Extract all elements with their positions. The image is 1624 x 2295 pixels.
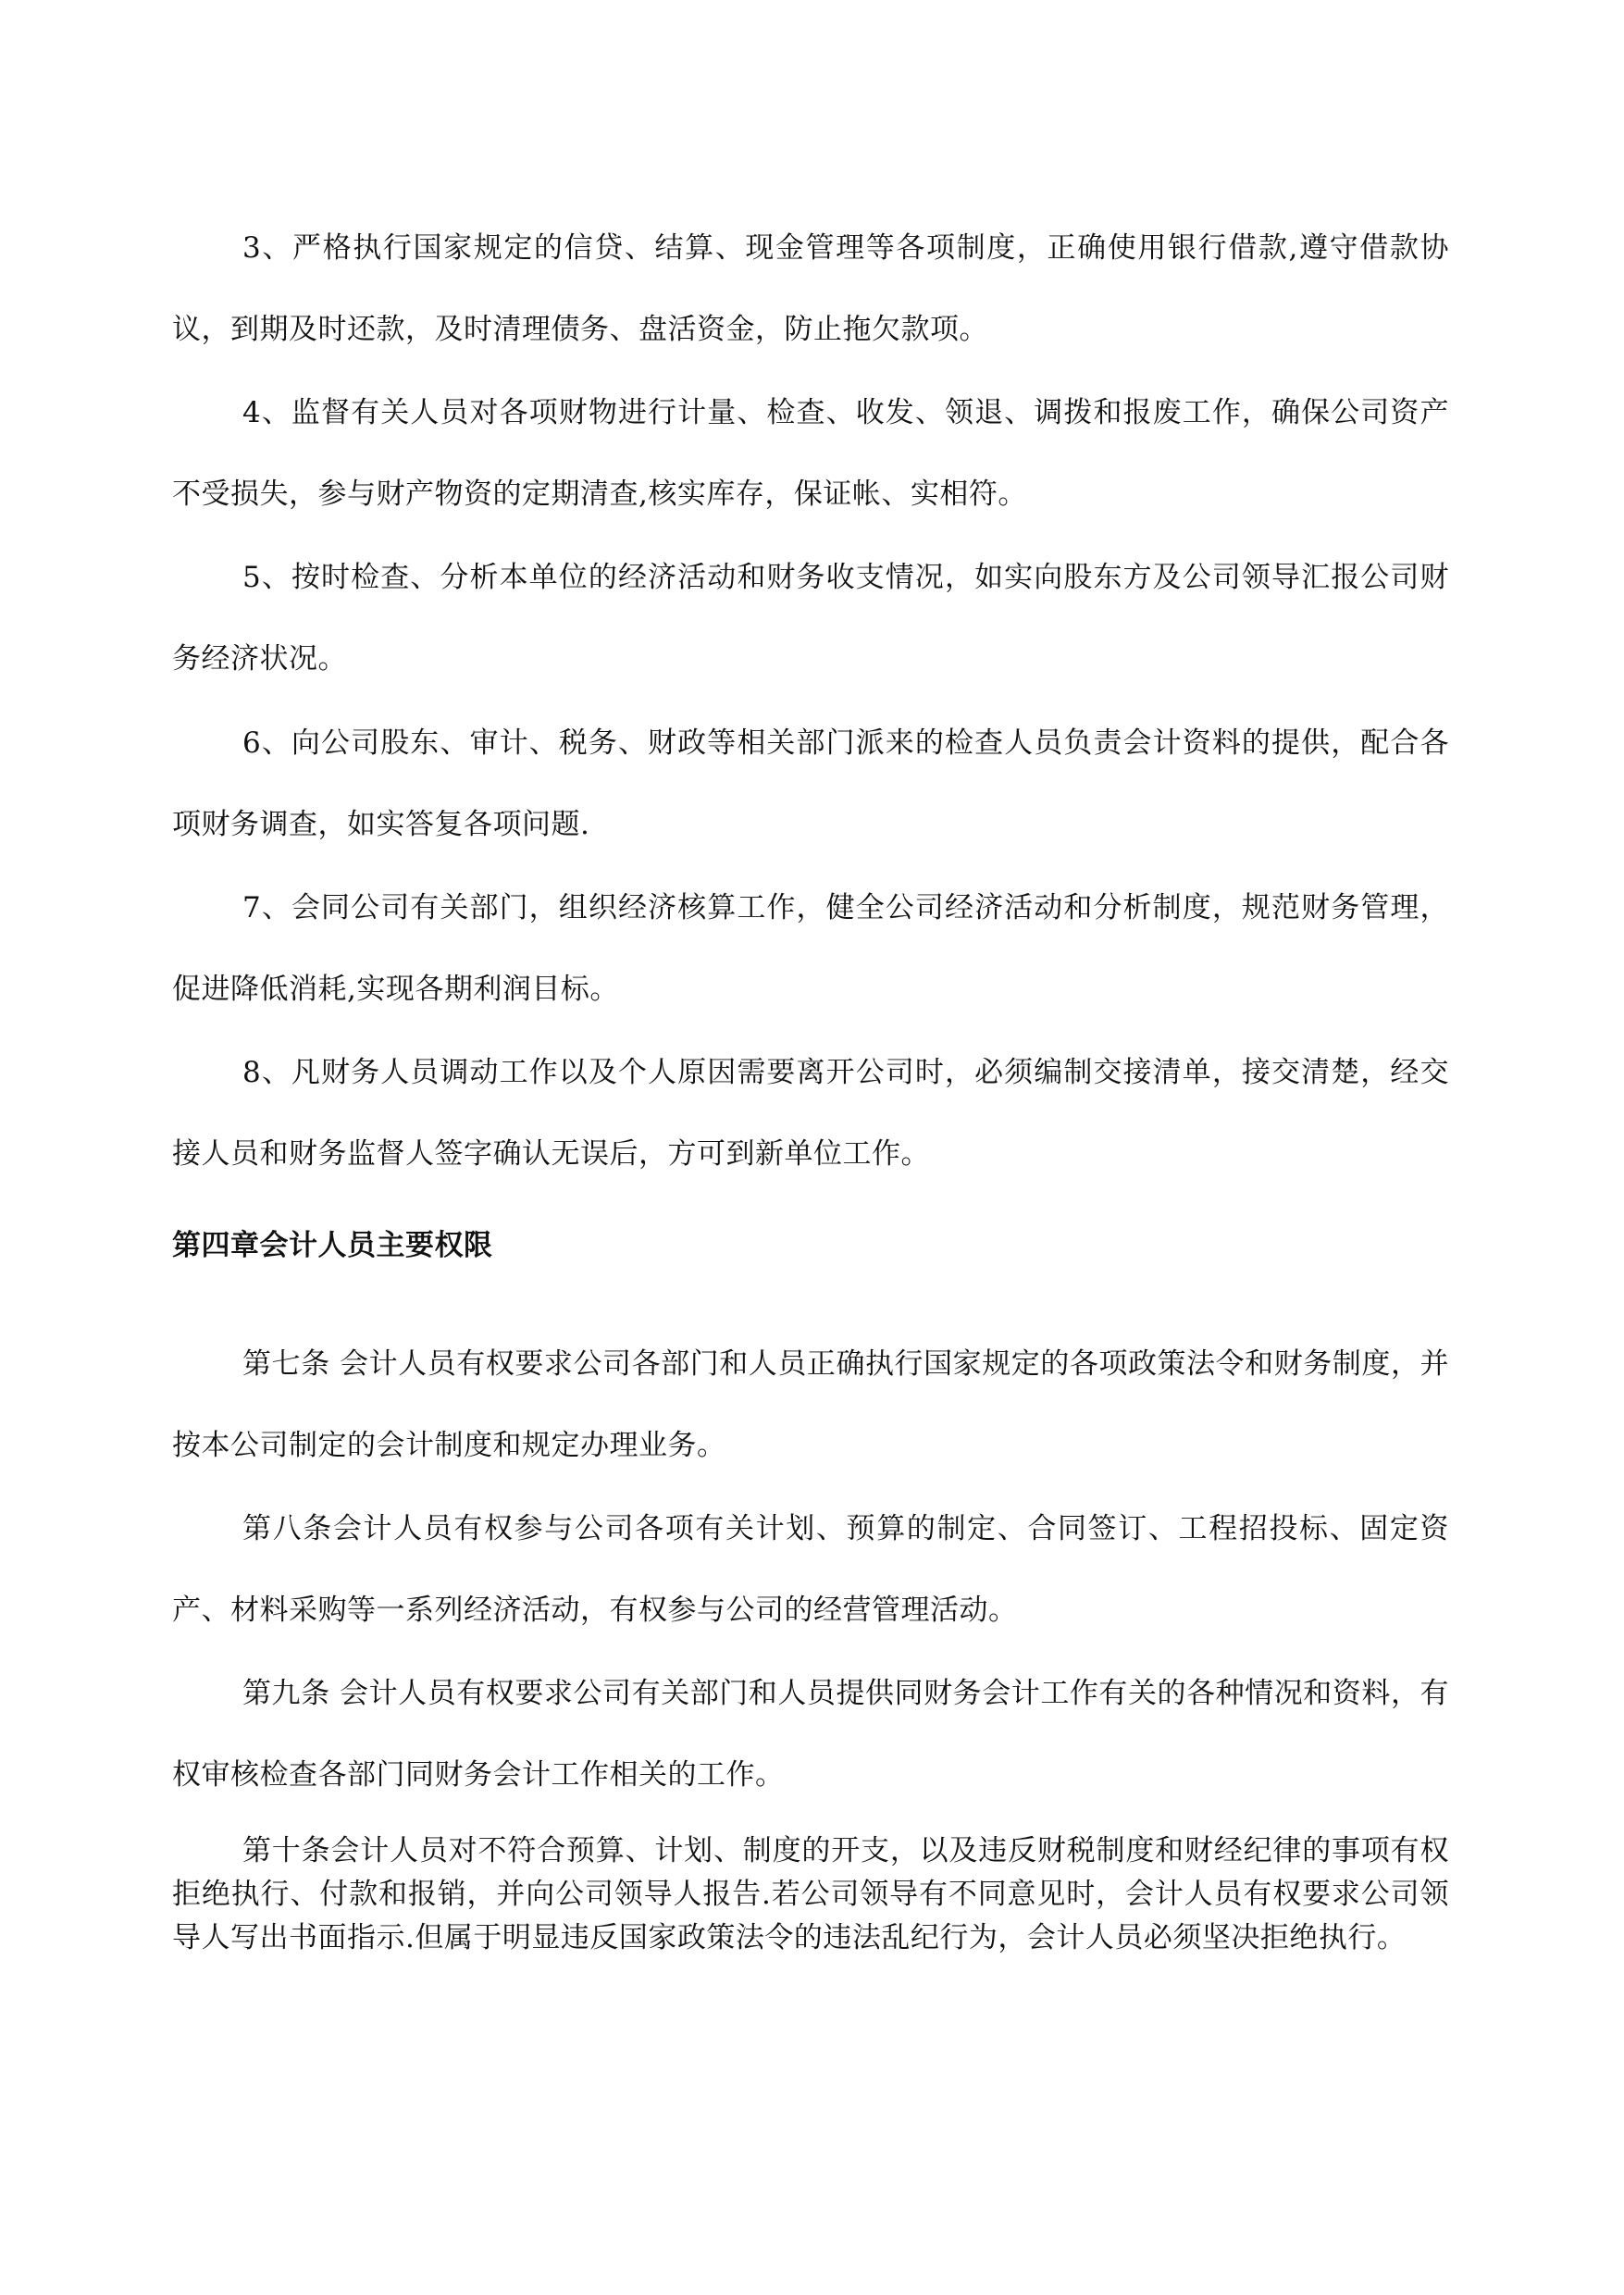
article-7: 第七条 会计人员有权要求公司各部门和人员正确执行国家规定的各项政策法令和财务制度，并按本公司制定的会计制度和规定办理业务。	[172, 1347, 1449, 1462]
article-10: 第十条会计人员对不符合预算、计划、制度的开支，以及违反财税制度和财经纪律的事项有权拒绝执行、付款和报销，并向公司领导人报告.若公司领导有不同意见时，会计人员有权要求公司领导人写出书面指示.但属于明显违反国家政策法令的违法乱纪行为，会计人员必须坚决拒绝执行。	[172, 1834, 1449, 1954]
paragraph-item-6: 6、向公司股东、审计、税务、财政等相关部门派来的检查人员负责会计资料的提供，配合各项财务调查，如实答复各项问题.	[172, 726, 1449, 841]
paragraph-item-3: 3、严格执行国家规定的信贷、结算、现金管理等各项制度，正确使用银行借款,遵守借款协议，到期及时还款，及时清理债务、盘活资金，防止拖欠款项。	[172, 231, 1449, 346]
article-9: 第九条 会计人员有权要求公司有关部门和人员提供同财务会计工作有关的各种情况和资料，有权审核检查各部门同财务会计工作相关的工作。	[172, 1677, 1449, 1792]
chapter-heading: 第四章会计人员主要权限	[172, 1229, 493, 1262]
article-8: 第八条会计人员有权参与公司各项有关计划、预算的制定、合同签订、工程招投标、固定资产、材料采购等一系列经济活动，有权参与公司的经营管理活动。	[172, 1512, 1449, 1627]
paragraph-item-4: 4、监督有关人员对各项财物进行计量、检查、收发、领退、调拨和报废工作，确保公司资产不受损失，参与财产物资的定期清查,核实库存，保证帐、实相符。	[172, 396, 1449, 511]
paragraph-item-5: 5、按时检查、分析本单位的经济活动和财务收支情况，如实向股东方及公司领导汇报公司财务经济状况。	[172, 561, 1449, 676]
paragraph-item-7: 7、会同公司有关部门，组织经济核算工作，健全公司经济活动和分析制度，规范财务管理，促进降低消耗,实现各期利润目标。	[172, 891, 1449, 1006]
paragraph-item-8: 8、凡财务人员调动工作以及个人原因需要离开公司时，必须编制交接清单，接交清楚，经交接人员和财务监督人签字确认无误后，方可到新单位工作。	[172, 1056, 1449, 1171]
